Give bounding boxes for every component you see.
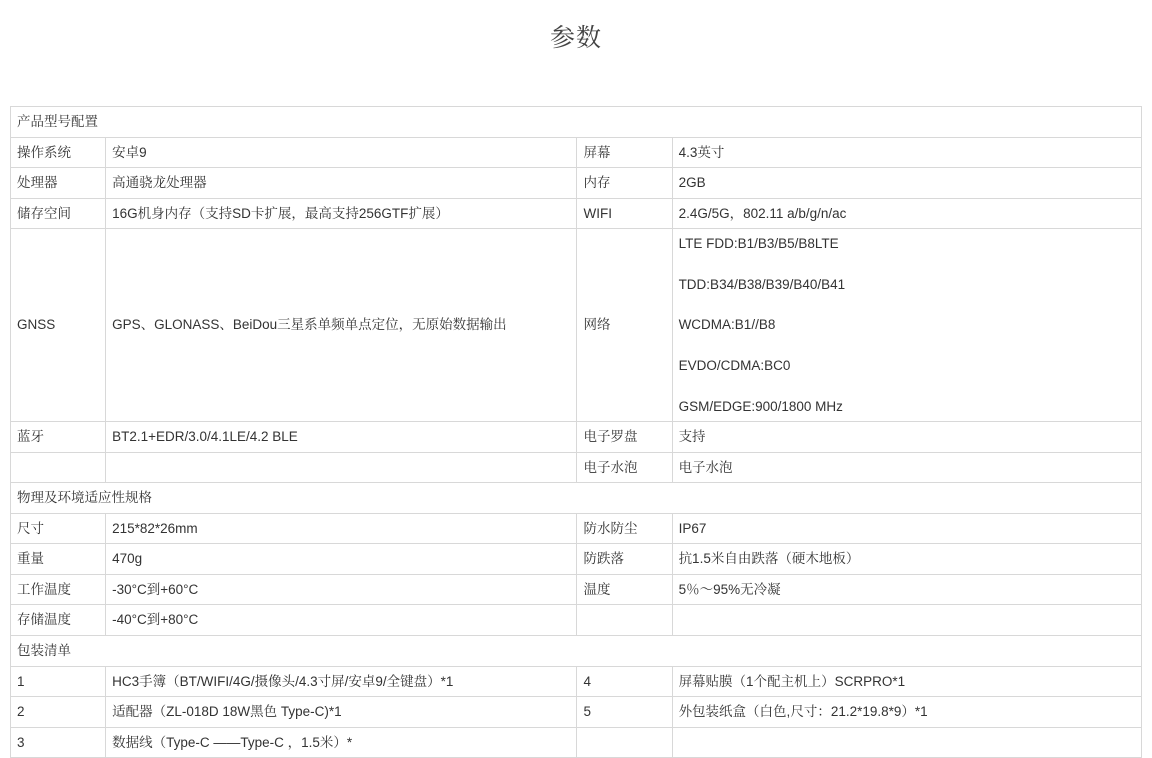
row-value-compass: 支持 bbox=[672, 422, 1141, 453]
table-row bbox=[11, 697, 1142, 728]
network-line: WCDMA:B1//B8 bbox=[678, 317, 776, 333]
row-value-work-temp: -30°C到+60°C bbox=[106, 574, 577, 605]
row-value-bubble: 电子水泡 bbox=[672, 452, 1141, 483]
network-line: LTE FDD:B1/B3/B5/B8LTE bbox=[678, 236, 839, 252]
row-label-screen: 屏幕 bbox=[577, 137, 672, 168]
table-row bbox=[11, 422, 1142, 453]
row-value-empty bbox=[672, 727, 1141, 758]
row-value-waterproof: IP67 bbox=[672, 513, 1141, 544]
row-value-pkg-5: 外包装纸盒（白色,尺寸：21.2*19.8*9）*1 bbox=[672, 697, 1141, 728]
page-title: 参数 bbox=[549, 24, 602, 52]
section-header-physical-env: 物理及环境适应性规格 bbox=[11, 483, 1142, 514]
row-value-os: 安卓9 bbox=[106, 137, 577, 168]
row-label-gnss: GNSS bbox=[11, 229, 106, 422]
row-label-droptest: 防跌落 bbox=[577, 544, 672, 575]
row-value-pkg-2: 适配器（ZL-018D 18W黑色 Type-C)*1 bbox=[106, 697, 577, 728]
table-row bbox=[11, 452, 1142, 483]
row-label-pkg-1: 1 bbox=[11, 666, 106, 697]
row-label-memory: 内存 bbox=[577, 168, 672, 199]
row-value-droptest: 抗1.5米自由跌落（硬木地板） bbox=[672, 544, 1141, 575]
row-label-pkg-5: 5 bbox=[577, 697, 672, 728]
row-label-store-temp: 存储温度 bbox=[11, 605, 106, 636]
row-label-wifi: WIFI bbox=[577, 198, 672, 229]
table-row bbox=[11, 168, 1142, 199]
row-label-cpu: 处理器 bbox=[11, 168, 106, 199]
row-value-empty bbox=[106, 452, 577, 483]
row-value-storage: 16G机身内存（支持SD卡扩展，最高支持256GTF扩展） bbox=[106, 198, 577, 229]
network-line: EVDO/CDMA:BC0 bbox=[678, 357, 791, 373]
row-value-pkg-4: 屏幕贴膜（1个配主机上）SCRPRO*1 bbox=[672, 666, 1141, 697]
row-label-empty bbox=[577, 605, 672, 636]
table-row bbox=[11, 666, 1142, 697]
row-label-storage: 储存空间 bbox=[11, 198, 106, 229]
row-value-pkg-1: HC3手簿（BT/WIFI/4G/摄像头/4.3寸屏/安卓9/全键盘）*1 bbox=[106, 666, 577, 697]
row-label-empty bbox=[11, 452, 106, 483]
row-label-bubble: 电子水泡 bbox=[577, 452, 672, 483]
table-row bbox=[11, 137, 1142, 168]
row-label-waterproof: 防水防尘 bbox=[577, 513, 672, 544]
row-value-weight: 470g bbox=[106, 544, 577, 575]
row-value-screen: 4.3英寸 bbox=[672, 137, 1141, 168]
row-value-pkg-3: 数据线（Type-C ——Type-C ，1.5米）* bbox=[106, 727, 577, 758]
row-value-empty bbox=[672, 605, 1141, 636]
row-value-temp: 5％～95%无冷凝 bbox=[672, 574, 1141, 605]
row-label-pkg-4: 4 bbox=[577, 666, 672, 697]
row-label-compass: 电子罗盘 bbox=[577, 422, 672, 453]
section-header-package-list: 包装清单 bbox=[11, 636, 1142, 667]
network-line: TDD:B34/B38/B39/B40/B41 bbox=[678, 276, 846, 292]
row-label-os: 操作系统 bbox=[11, 137, 106, 168]
table-row bbox=[11, 513, 1142, 544]
row-label-weight: 重量 bbox=[11, 544, 106, 575]
row-label-temp: 温度 bbox=[577, 574, 672, 605]
row-label-pkg-2: 2 bbox=[11, 697, 106, 728]
table-row bbox=[11, 107, 1142, 138]
row-value-gnss: GPS、GLONASS、BeiDou三星系单频单点定位，无原始数据输出 bbox=[106, 229, 577, 422]
row-label-bluetooth: 蓝牙 bbox=[11, 422, 106, 453]
row-value-wifi: 2.4G/5G，802.11 a/b/g/n/ac bbox=[672, 198, 1141, 229]
row-value-memory: 2GB bbox=[672, 168, 1141, 199]
row-label-empty bbox=[577, 727, 672, 758]
table-row bbox=[11, 727, 1142, 758]
section-header-product-config: 产品型号配置 bbox=[11, 107, 1142, 138]
row-label-size: 尺寸 bbox=[11, 513, 106, 544]
row-value-store-temp: -40°C到+80°C bbox=[106, 605, 577, 636]
table-row bbox=[11, 198, 1142, 229]
row-label-work-temp: 工作温度 bbox=[11, 574, 106, 605]
network-line: GSM/EDGE:900/1800 MHz bbox=[678, 398, 843, 414]
specifications-table bbox=[10, 106, 1142, 758]
row-label-network: 网络 bbox=[577, 229, 672, 422]
table-row bbox=[11, 605, 1142, 636]
row-value-network bbox=[672, 229, 1141, 422]
table-row bbox=[11, 636, 1142, 667]
row-value-bluetooth: BT2.1+EDR/3.0/4.1LE/4.2 BLE bbox=[106, 422, 577, 453]
table-row bbox=[11, 483, 1142, 514]
row-label-pkg-3: 3 bbox=[11, 727, 106, 758]
table-row bbox=[11, 574, 1142, 605]
row-value-cpu: 高通骁龙处理器 bbox=[106, 168, 577, 199]
row-value-size: 215*82*26mm bbox=[106, 513, 577, 544]
table-row bbox=[11, 229, 1142, 422]
table-row bbox=[11, 544, 1142, 575]
